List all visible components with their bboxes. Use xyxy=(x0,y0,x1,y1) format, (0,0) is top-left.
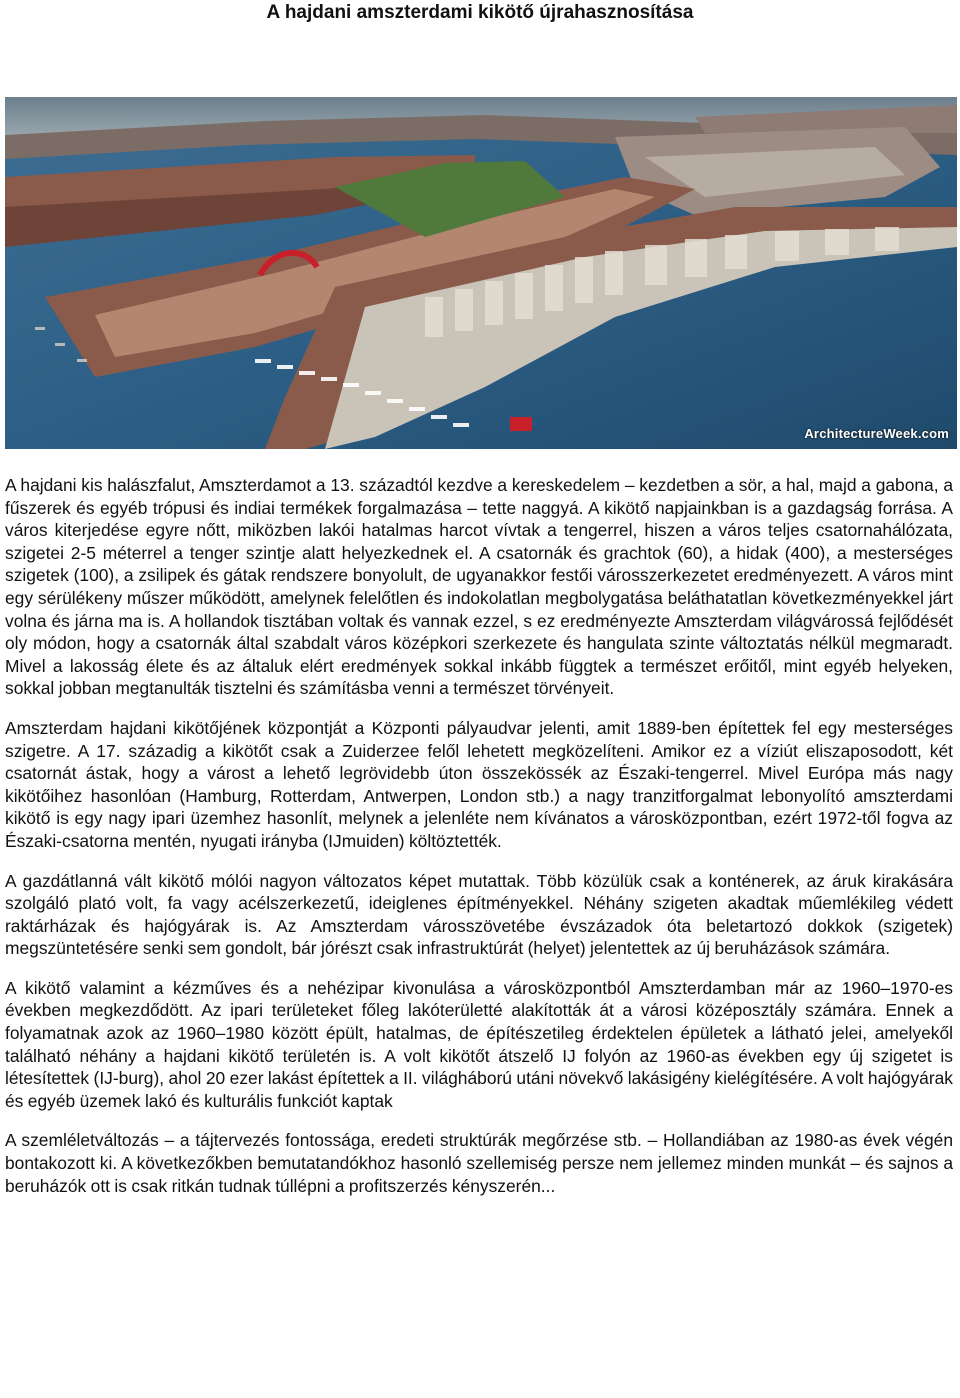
paragraph-5: A szemléletváltozás – a tájtervezés fontossága, eredeti struktúrák megőrzése stb. – Hollandiában az 1980-as évek végén bontakozott ki. A következőkben bemutatandókhoz hasonló szellemiség persze nem jellemez minden munkát – és sajnos a beruházók ott is csak ritkán tudnak túllépni a profitszerzés kényszerén... xyxy=(5,1130,953,1196)
document-title: A hajdani amszterdami kikötő újrahasznosítása xyxy=(266,2,694,23)
paragraph-2: Amszterdam hajdani kikötőjének központját a Központi pályaudvar jelenti, amit 1889-ben építettek fel egy mesterséges szigetre. A 17. századig a kikötőt csak a Zuiderzee felől lehetett megközelíteni. Amikor ez a víziút eliszaposodott, két csatornát ástak, hogy a várost a lehető legrövidebb úton összekössék az Északi-tengerrel. Mivel Európa más nagy kikötőihez hasonlóan (Hamburg, Rotterdam, Antwerpen, London stb.) a nagy tranzitforgalmat lebonyolító amszterdami kikötő is egy nagy ipari üzemhez hasonlít, melynek a jelenléte nem kívánatos a városközpontban, ezért 1972-től fogva az Északi-csatorna mentén, nyugati irányba (IJmuiden) költöztették. xyxy=(5,717,953,851)
paragraph-4: A kikötő valamint a kézműves és a nehézipar kivonulása a városközpontból Amszterdamban már az 1960–1970-es években megkezdődött. Az ipari területeket főleg lakóterületté alakították át a városi középosztály számára. Ennek a folyamatnak azok az 1960–1980 között épült, hatalmas, de építészetileg érdektelen épületek a látható jelei, amelyekől található néhány a hajdani kikötő területén is. A volt kikötőt átszelő IJ folyón az 1960-as években egy új szigetet is létesítettek (IJ-burg), ahol 20 ezer lakást építettek a II. világháború utáni növekvő lakásigény kielégítésére. A volt hajógyárak és egyéb üzemek lakó és kulturális funkciót kaptak xyxy=(5,977,953,1111)
paragraph-3: A gazdátlanná vált kikötő mólói nagyon változatos képet mutattak. Több közülük csak a konténerek, az áruk kirakására szolgáló plató volt, fa vagy acélszerkezetű, ideiglenes építményekkel. Néhány szigeten akadtak műemlékileg védett raktárházak és hajógyárak is. Az Amszterdam városszövetébe évszázadok óta beletartozó dokkok (szigetek) megszüntetésére senki sem gondolt, bár jórészt csak infrastruktúrát (helyet) jelentettek az új beruházások számára. xyxy=(5,870,953,959)
photo-watermark: ArchitectureWeek.com xyxy=(804,426,949,441)
article-body xyxy=(5,474,953,1214)
aerial-photo-amsterdam-harbor xyxy=(5,97,957,449)
paragraph-1: A hajdani kis halászfalut, Amszterdamot a 13. századtól kezdve a kereskedelem – kezdetben a sör, a hal, majd a gabona, a fűszerek és egyéb trópusi és indiai termékek forgalmazása – tette naggyá. A kikötő napjainkban is a gazdagság forrása. A város kiterjedése egyre nőtt, miközben lakói hatalmas harcot vívtak a tengerrel, hiszen a város teljes csatornahálózata, szigetei 2-5 méterrel a tenger szintje alatt helyezkednek el. A csatornák és grachtok (60), a hidak (400), a mesterséges szigetek (100), a zsilipek és gátak rendszere bonyolult, de ugyanakkor festői városszerkezetet eredményezett. A város mint egy sérülékeny műszer működött, amelynek felelőtlen és indokolatlan megbolygatása beláthatatlan következményekkel járt volna és járna ma is. A hollandok tisztában voltak és vannak ezzel, s ez eredményezte Amszterdam világvárossá fejlődését oly módon, hogy a csatornák által szabdalt város középkori szerkezete és hangulata szinte változtatás nélkül megmaradt. Mivel a lakosság élete és az általuk elért eredmények sokkal inkább függtek a természet erőitől, mint egyéb helyeken, sokkal jobban megtanulták tisztelni és számításba venni a természet törvényeit. xyxy=(5,475,953,699)
aerial-photo-illustration xyxy=(5,97,957,449)
